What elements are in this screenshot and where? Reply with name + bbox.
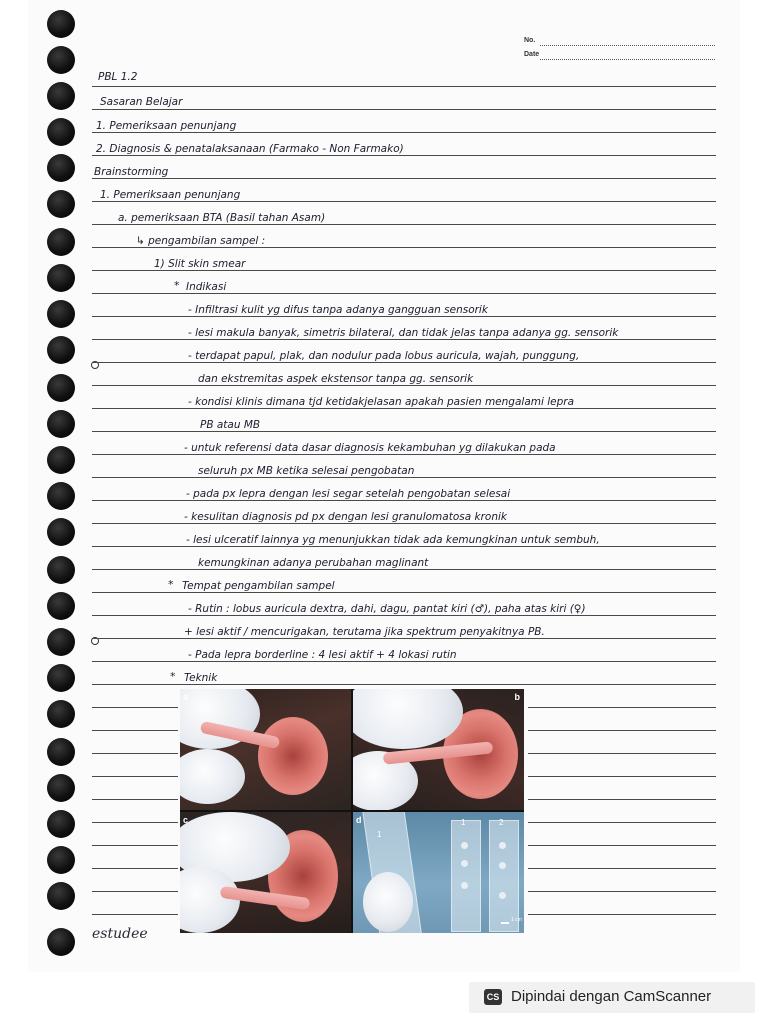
binding-hole [47, 264, 75, 292]
ruled-line [92, 293, 716, 294]
bullet-star: * [174, 279, 180, 292]
note-title: PBL 1.2 [98, 71, 138, 83]
note-line: + lesi aktif / mencurigakan, terutama jika spektrum penyakitnya PB. [184, 626, 545, 638]
ruled-line [92, 730, 178, 731]
binding-hole [47, 774, 75, 802]
binding-hole [47, 82, 75, 110]
note-line: 1) Slit skin smear [154, 258, 246, 270]
ruled-line [92, 661, 716, 662]
binding-hole [47, 154, 75, 182]
smear-spot [499, 842, 506, 849]
date-line [540, 59, 715, 60]
ruled-line [92, 362, 716, 363]
ruled-line [528, 707, 716, 708]
ruled-line [92, 109, 716, 110]
bullet-star: * [170, 670, 176, 683]
binding-hole [47, 10, 75, 38]
ruled-line [92, 569, 716, 570]
slide-number: 1 [377, 830, 382, 839]
note-line: kemungkinan adanya perubahan maglinant [198, 557, 429, 569]
figure-panel-a [180, 689, 351, 810]
note-line: PB atau MB [200, 419, 261, 431]
binding-hole [47, 846, 75, 874]
panel-label: d [356, 815, 362, 825]
ruled-line [92, 339, 716, 340]
note-line: dan ekstremitas aspek ekstensor tanpa gg. sensorik [198, 373, 474, 385]
note-line: - Rutin : lobus auricula dextra, dahi, dagu, pantat kiri (♂), paha atas kiri (♀) [188, 603, 586, 615]
no-line [540, 45, 715, 46]
ruled-line [92, 247, 716, 248]
ruled-line [92, 799, 178, 800]
binding-hole [47, 592, 75, 620]
ruled-line [92, 638, 716, 639]
ruled-line [92, 891, 178, 892]
binding-hole [47, 46, 75, 74]
ruled-line [92, 201, 716, 202]
note-line: ↳ pengambilan sampel : [136, 235, 266, 247]
ruled-line [528, 914, 716, 915]
ruled-line [92, 431, 716, 432]
slide-number: 2 [499, 818, 504, 827]
note-line: - pada px lepra dengan lesi segar setelah pengobatan selesai [186, 488, 511, 500]
ruled-line [92, 546, 716, 547]
note-heading: Teknik [184, 672, 218, 684]
ruled-line [92, 500, 716, 501]
glass-slide [451, 820, 481, 932]
note-line: - kondisi klinis dimana tjd ketidakjelasan apakah pasien mengalami lepra [188, 396, 575, 408]
ruled-line [92, 684, 716, 685]
slide-number: 1 [461, 818, 466, 827]
binding-hole [47, 228, 75, 256]
note-line: - terdapat papul, plak, dan nodulur pada lobus auricula, wajah, punggung, [188, 350, 580, 362]
scale-bar [501, 922, 509, 924]
ruled-line [92, 776, 178, 777]
binding-hole [47, 190, 75, 218]
figure-panel-c [180, 812, 351, 933]
ruled-line [92, 615, 716, 616]
binding-hole [47, 700, 75, 728]
ruled-line [528, 822, 716, 823]
note-heading: Sasaran Belajar [100, 96, 183, 108]
ruled-line [92, 224, 716, 225]
ruled-line [92, 477, 716, 478]
note-line: - untuk referensi data dasar diagnosis kekambuhan yg dilakukan pada [184, 442, 556, 454]
ruled-line [92, 868, 178, 869]
ruled-line [528, 845, 716, 846]
ruled-line [528, 868, 716, 869]
note-line: seluruh px MB ketika selesai pengobatan [198, 465, 415, 477]
note-line: 2. Diagnosis & penatalaksanaan (Farmako - Non Farmako) [96, 143, 404, 155]
ruled-line [528, 753, 716, 754]
ruled-line [92, 454, 716, 455]
ruled-line [528, 891, 716, 892]
binding-hole [47, 374, 75, 402]
ruled-line [92, 270, 716, 271]
binding-hole [47, 738, 75, 766]
smear-spot [461, 860, 468, 867]
ruled-line [92, 178, 716, 179]
note-line: - lesi ulceratif lainnya yg menunjukkan tidak ada kemungkinan untuk sembuh, [186, 534, 600, 546]
ruled-line [92, 592, 716, 593]
binding-hole [47, 928, 75, 956]
figure-panel-d [353, 812, 524, 933]
binding-hole [47, 300, 75, 328]
binding-hole [47, 446, 75, 474]
binding-hole [47, 556, 75, 584]
ruled-line [92, 822, 178, 823]
brand-logo: estudee [92, 926, 148, 942]
panel-label: c [183, 815, 189, 825]
note-line: - Infiltrasi kulit yg difus tanpa adanya gangguan sensorik [188, 304, 488, 316]
binding-hole [47, 336, 75, 364]
camscanner-logo-icon: CS [484, 989, 502, 1005]
date-label: Date [524, 51, 540, 58]
panel-label: a [183, 692, 189, 702]
camscanner-banner [469, 982, 755, 1013]
ruled-line [92, 385, 716, 386]
note-line: Indikasi [186, 281, 227, 293]
binding-hole [47, 518, 75, 546]
smear-spot [461, 842, 468, 849]
no-label: No. [524, 37, 536, 44]
ruled-line [92, 707, 178, 708]
note-heading: Tempat pengambilan sampel [182, 580, 335, 592]
ruled-line [528, 730, 716, 731]
binding-hole [47, 882, 75, 910]
note-heading: Brainstorming [94, 166, 169, 178]
camscanner-text: Dipindai dengan CamScanner [511, 988, 712, 1005]
ruled-line [92, 132, 716, 133]
note-line: - Pada lepra borderline : 4 lesi aktif + 4 lokasi rutin [188, 649, 457, 661]
bullet-star: * [168, 578, 174, 591]
note-line: 1. Pemeriksaan penunjang [100, 189, 241, 201]
ruled-line [92, 408, 716, 409]
gloved-hand [180, 749, 245, 804]
ruled-line [92, 155, 716, 156]
binding-hole [47, 482, 75, 510]
ruled-line [92, 914, 178, 915]
binding-hole [47, 628, 75, 656]
ruled-line [92, 523, 716, 524]
binding-hole [47, 810, 75, 838]
ruled-line [528, 776, 716, 777]
scale-label: 1 cm [511, 917, 522, 923]
earlobe [258, 717, 328, 795]
ruled-line [92, 316, 716, 317]
note-line: a. pemeriksaan BTA (Basil tahan Asam) [118, 212, 326, 224]
ruled-line [528, 799, 716, 800]
technique-figure [180, 689, 524, 933]
figure-panel-b [353, 689, 524, 810]
note-line: 1. Pemeriksaan penunjang [96, 120, 237, 132]
smear-spot [499, 892, 506, 899]
smear-spot [499, 862, 506, 869]
ruled-line [92, 845, 178, 846]
ruled-line [92, 753, 178, 754]
ruled-line [92, 86, 716, 87]
note-line: - lesi makula banyak, simetris bilateral, dan tidak jelas tanpa adanya gg. sensorik [188, 327, 619, 339]
gloved-hand [363, 872, 413, 932]
panel-label: b [514, 692, 520, 702]
binding-hole [47, 664, 75, 692]
binding-hole [47, 410, 75, 438]
binding-hole [47, 118, 75, 146]
note-line: - kesulitan diagnosis pd px dengan lesi granulomatosa kronik [184, 511, 507, 523]
smear-spot [461, 882, 468, 889]
glass-slide [489, 820, 519, 932]
